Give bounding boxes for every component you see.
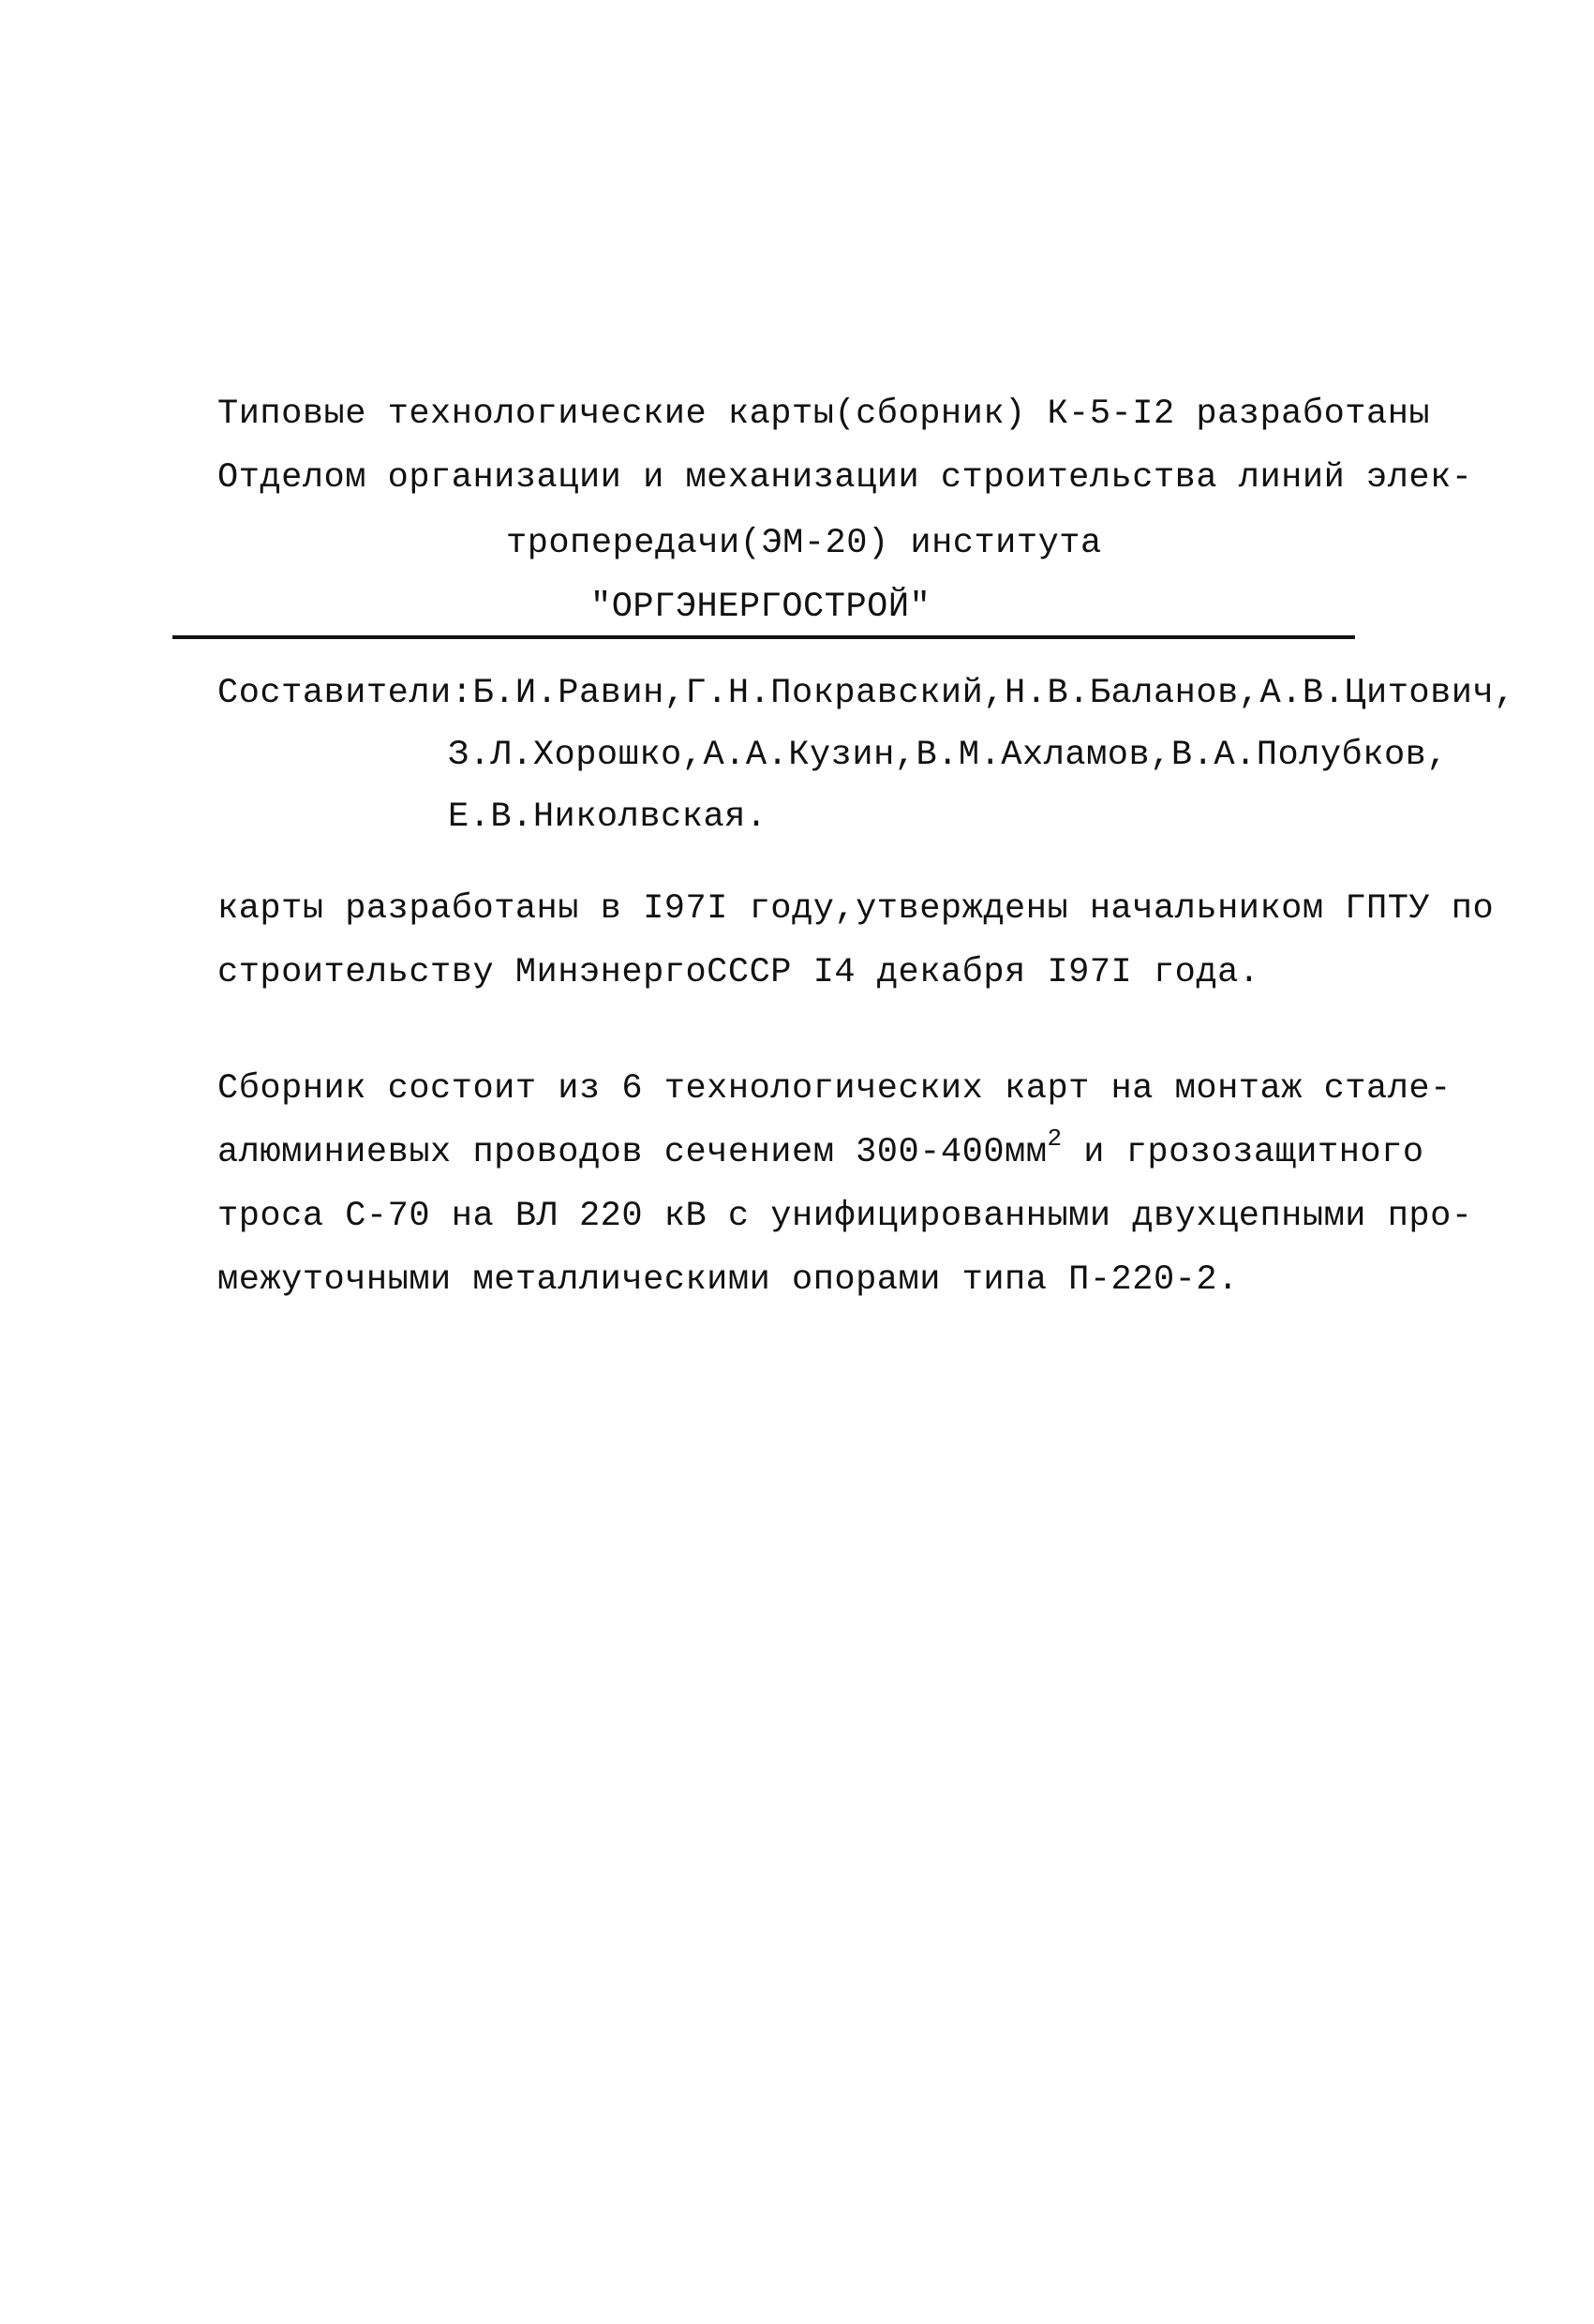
header-line-3: тропередачи(ЭМ-20) института	[506, 524, 1102, 563]
approval-line-1: карты разработаны в I97I году,утверждены начальником ГПТУ по	[217, 889, 1495, 929]
description-line-2-end: и грозозащитного	[1062, 1133, 1424, 1172]
description-line-2-start: алюминиевых проводов сечением 300-400мм	[217, 1133, 1048, 1172]
square-superscript: 2	[1047, 1124, 1063, 1153]
description-line-4: межуточными металлическими опорами типа П-220-2.	[217, 1260, 1239, 1300]
authors-line-3: Е.В.Николвская.	[448, 797, 767, 837]
description-line-1: Сборник состоит из 6 технологических карт на монтаж стале-	[217, 1069, 1452, 1109]
header-line-2: Отделом организации и механизации строительства линий элек-	[217, 458, 1473, 498]
approval-line-2: строительству МинэнергоСССР I4 декабря I97I года.	[217, 953, 1260, 992]
description-line-2	[217, 1124, 1424, 1173]
description-line-3: троса С-70 на ВЛ 220 кВ с унифицированными двухцепными про-	[217, 1197, 1473, 1236]
header-line-1: Типовые технологические карты(сборник) К-5-I2 разработаны	[217, 395, 1431, 434]
header-institute-name: "ОРГЭНЕРГОСТРОЙ"	[590, 588, 931, 627]
authors-line-2: З.Л.Хорошко,А.А.Кузин,В.М.Ахламов,В.А.Полубков,	[448, 736, 1449, 775]
header-divider	[172, 635, 1355, 639]
authors-line-1: Составители:Б.И.Равин,Г.Н.Покравский,Н.В.Баланов,А.В.Цитович,	[217, 674, 1515, 713]
